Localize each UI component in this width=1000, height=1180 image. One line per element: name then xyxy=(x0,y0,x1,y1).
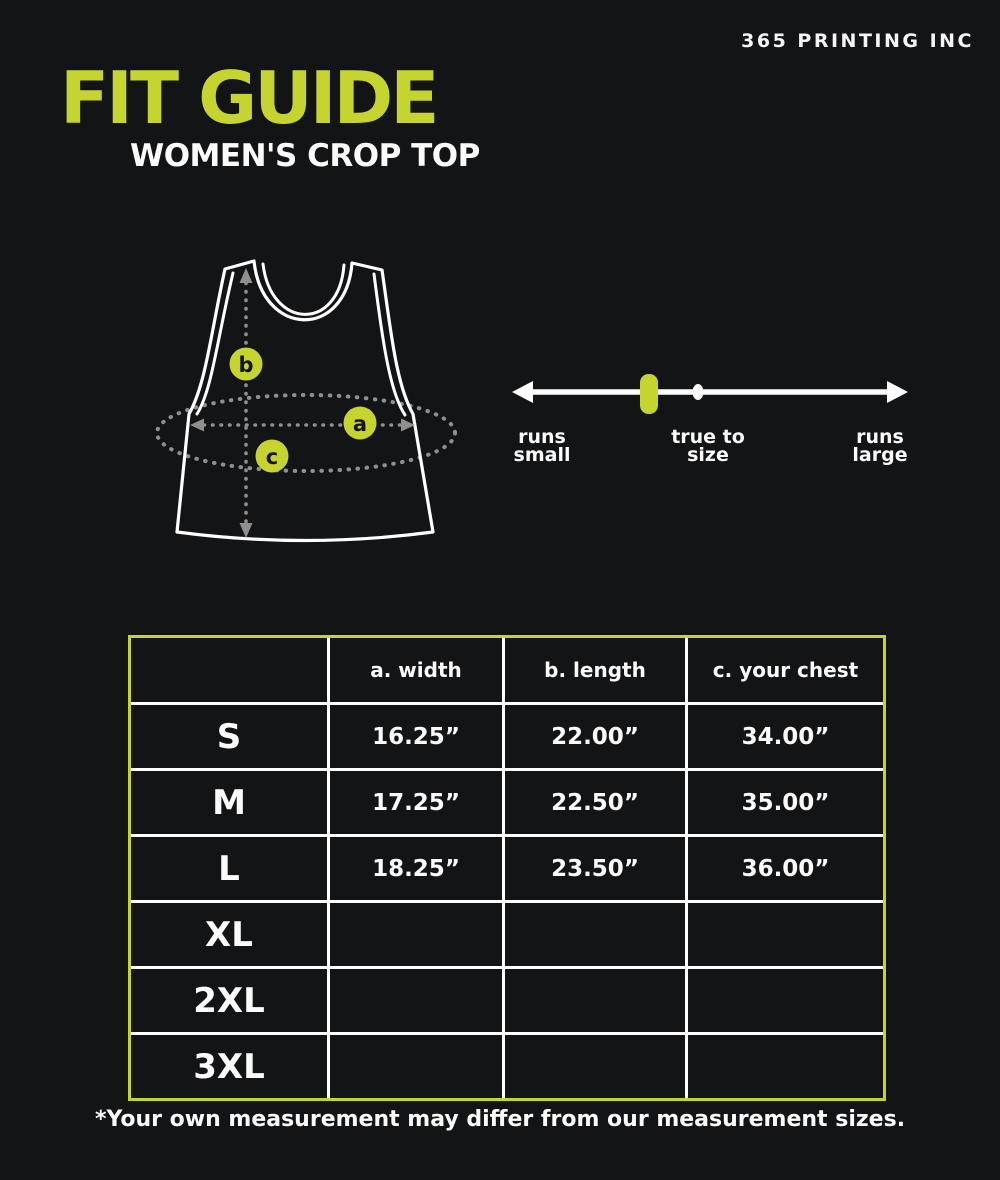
chest-cell-xl xyxy=(688,903,883,966)
width-cell-3xl xyxy=(330,1035,502,1098)
size-cell-xl: XL xyxy=(131,903,327,966)
length-cell-m: 22.50” xyxy=(505,771,685,834)
scale-label-line: runs xyxy=(856,426,904,448)
scale-arrowhead-left-icon xyxy=(512,381,533,403)
armhole-inner-left-line xyxy=(197,273,233,414)
page-subtitle: WOMEN'S CROP TOP xyxy=(130,138,480,174)
length-cell-2xl xyxy=(505,969,685,1032)
header-cell-blank xyxy=(131,638,327,702)
scale-label-line: large xyxy=(852,444,908,466)
size-cell-s: S xyxy=(131,705,327,768)
crop-top-diagram xyxy=(130,245,470,571)
fit-scale xyxy=(495,358,920,420)
header-cell-width: a. width xyxy=(330,638,502,702)
armhole-inner-right-line xyxy=(374,274,405,415)
width-cell-xl xyxy=(330,903,502,966)
scale-label-runs-large xyxy=(830,428,930,464)
header-cell-chest: c. your chest xyxy=(688,638,883,702)
size-cell-3xl: 3XL xyxy=(131,1035,327,1098)
width-cell-s: 16.25” xyxy=(330,705,502,768)
size-cell-l: L xyxy=(131,837,327,900)
length-cell-3xl xyxy=(505,1035,685,1098)
width-cell-m: 17.25” xyxy=(330,771,502,834)
scale-label-line: true to xyxy=(671,426,745,448)
chest-cell-3xl xyxy=(688,1035,883,1098)
marker-c xyxy=(256,440,289,473)
marker-a xyxy=(344,407,377,440)
length-measure-arrow xyxy=(240,268,253,538)
length-cell-s: 22.00” xyxy=(505,705,685,768)
width-cell-2xl xyxy=(330,969,502,1032)
length-cell-xl xyxy=(505,903,685,966)
scale-arrowhead-right-icon xyxy=(887,381,908,403)
chest-cell-2xl xyxy=(688,969,883,1032)
size-cell-m: M xyxy=(131,771,327,834)
footnote: *Your own measurement may differ from our measurement sizes. xyxy=(94,1107,906,1132)
scale-label-line: runs xyxy=(518,426,566,448)
chest-cell-m: 35.00” xyxy=(688,771,883,834)
chest-cell-s: 34.00” xyxy=(688,705,883,768)
width-measure-arrow xyxy=(190,419,415,432)
marker-b xyxy=(230,348,263,381)
marker-b-letter: b xyxy=(238,353,254,377)
page-title: FIT GUIDE xyxy=(60,56,437,140)
true-to-size-dot-icon xyxy=(693,384,704,400)
marker-c-letter: c xyxy=(265,445,279,469)
width-cell-l: 18.25” xyxy=(330,837,502,900)
header-cell-length: b. length xyxy=(505,638,685,702)
scale-label-runs-small xyxy=(497,428,587,464)
marker-a-letter: a xyxy=(352,412,368,436)
length-cell-l: 23.50” xyxy=(505,837,685,900)
scale-label-line: small xyxy=(513,444,571,466)
scale-label-line: size xyxy=(687,444,729,466)
scale-label-true-to-size xyxy=(648,428,768,464)
chest-cell-l: 36.00” xyxy=(688,837,883,900)
size-table xyxy=(128,635,886,1101)
size-cell-2xl: 2XL xyxy=(131,969,327,1032)
fit-indicator-pill xyxy=(640,374,658,414)
brand-text: 365 PRINTING INC xyxy=(741,30,974,52)
